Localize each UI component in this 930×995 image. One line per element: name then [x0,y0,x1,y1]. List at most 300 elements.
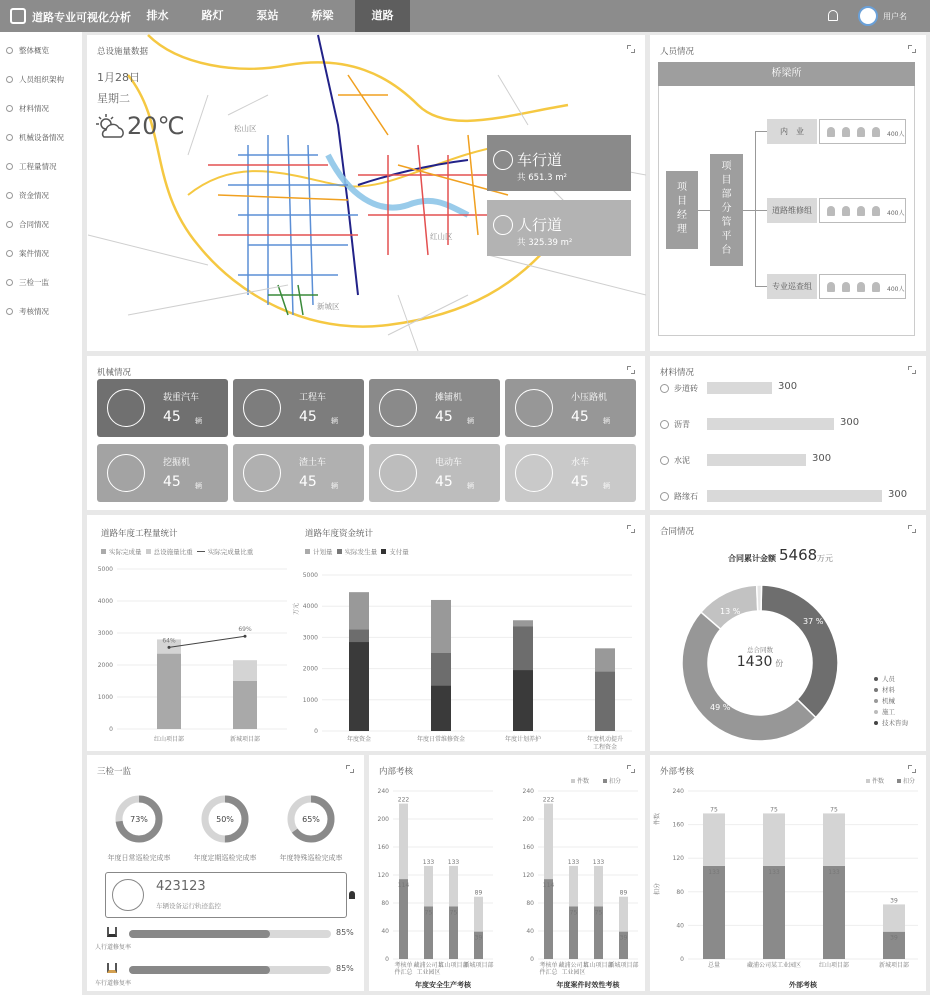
org-manager: 项目经理 [666,171,698,249]
legend-label: 扣分 [903,778,916,785]
person-icon [872,127,880,137]
people-count: 400人 [887,286,905,293]
vehicle-card[interactable] [369,444,500,502]
vehicle-name: 摊铺机 [435,393,463,403]
bar [513,670,533,731]
expand-icon[interactable] [627,366,635,374]
contract-count-value: 1430 [736,654,773,670]
nav-drainage[interactable]: 排水 [146,9,169,22]
nav-streetlight[interactable]: 路灯 [201,9,224,22]
person-icon [872,282,880,292]
expand-icon[interactable] [908,525,916,533]
sidebar-item-label: 考核情况 [19,306,49,316]
category-label: 藏浦公司某 [558,962,589,969]
tick-label: 120 [522,872,534,879]
check-circle-icon [243,389,281,427]
repair-progress-bar [129,930,331,938]
bar [544,879,553,959]
legend-dot [874,688,878,692]
funds-chart [292,555,642,751]
category-label: 红山项目部 [818,962,850,969]
person-icon [857,127,865,137]
data-label: 75 [710,806,718,814]
ring-gauge [114,794,164,844]
category-label: 年度资金 [346,736,372,743]
category-label: 件汇总 [394,969,413,976]
legend-label: 扣分 [609,778,622,785]
vehicle-card[interactable] [233,379,364,437]
category-label: 红山项目部 [153,736,185,743]
check-circle-icon [515,389,553,427]
contract-panel [650,515,926,751]
slice-label: 37 % [803,617,824,626]
material-item [660,381,698,395]
tick-label: 200 [377,816,389,823]
sidebar-item-assessment[interactable] [6,304,49,318]
dept-patrol: 专业巡查组 [767,274,817,299]
legend-label: 技术咨询 [882,719,908,727]
legend-label: 机械 [882,697,895,705]
main-nav [130,0,410,32]
check-circle-icon [379,389,417,427]
tick-label: 1000 [97,694,113,701]
legend-label: 实际发生量 [344,548,378,556]
people-count: 400人 [887,210,905,217]
tick-label: 2000 [302,665,318,673]
circle-icon [6,47,13,54]
map-label-songshan: 松山区 [234,124,257,133]
circle-icon [6,105,13,112]
tick-label: 3000 [97,630,113,637]
dept-repair: 道路维修组 [767,198,817,223]
bar [431,686,451,731]
vehicle-card[interactable] [505,379,636,437]
bar [157,654,181,729]
data-label: 133 [447,858,460,866]
person-icon [349,891,355,899]
ring-value: 50% [216,815,234,824]
sidebar-item-label: 机械设备情况 [19,132,64,142]
circle-icon [6,76,13,83]
circle-icon [6,134,13,141]
materials-title: 材料情况 [660,368,695,378]
category-label: 藏浦公司某 [413,962,444,969]
workload-chart [87,555,297,745]
data-label: 39 [890,934,898,942]
person-icon [872,206,880,216]
vehicle-card[interactable] [233,444,364,502]
tick-label: 4000 [97,598,113,605]
road-card-carriageway[interactable] [487,135,631,191]
vehicle-name: 工程车 [299,393,327,403]
check-circle-icon [515,454,553,492]
org-connector [698,210,710,211]
category-label: 考核单 [539,962,558,969]
vehicle-name: 渣土车 [299,458,327,468]
vehicle-count: 45 [163,474,181,490]
road-card-value: 共 325.39 m² [517,238,573,248]
username[interactable]: 用户名 [883,12,907,21]
nav-pump-station[interactable]: 泵站 [256,9,279,22]
sidebar-item-label: 整体概览 [19,45,49,55]
avatar[interactable] [858,6,878,26]
sidebar-item-machinery[interactable] [6,130,64,144]
sidebar-item-workload[interactable] [6,159,57,173]
check-circle-icon [660,420,669,429]
data-label: 75 [449,909,458,917]
app-logo-icon [10,8,26,24]
vehicle-count: 45 [299,409,317,425]
category-label: 红山项目部 [438,962,469,969]
pie-slice [757,585,762,611]
dept-internal: 内 业 [767,119,817,144]
contract-total-label: 合同累计金额 [728,554,776,563]
legend-dot [874,721,878,725]
legend-label: 材料 [882,686,895,694]
contract-total-unit: 万元 [817,554,833,563]
vehicle-name: 载重汽车 [163,393,200,403]
sidebar-item-contract[interactable] [6,217,49,231]
chart-title: 年度案件时效性考核 [556,981,620,989]
track-card[interactable] [105,872,347,918]
category-label: 年度机动提升 [586,736,624,743]
category-label: 红山项目部 [583,962,614,969]
sidebar-item-label: 材料情况 [19,103,49,113]
tick-label: 0 [314,728,318,735]
data-label: 64% [162,637,176,645]
material-bar [707,490,882,502]
tick-label: 5000 [302,572,318,579]
external-chart [650,769,926,991]
contract-title: 合同情况 [660,527,695,537]
ring-value: 65% [302,815,320,824]
data-label: 133 [768,868,780,876]
legend-label: 支付量 [389,548,409,556]
sidebar-item-label: 案件情况 [19,248,49,258]
data-label: 39 [890,897,898,905]
tick-label: 80 [381,900,389,907]
person-icon [842,206,850,216]
sidebar-item-label: 工程量情况 [19,161,57,171]
vehicle-count: 45 [571,409,589,425]
machinery-panel [87,356,645,510]
data-label: 133 [708,868,720,876]
tick-label: 80 [676,888,684,896]
vehicle-unit: 辆 [603,417,610,425]
vehicle-card[interactable] [97,444,228,502]
circle-icon [6,250,13,257]
vehicle-unit: 辆 [195,482,202,490]
org-connector [755,131,767,132]
sidebar-item-label: 人员组织架构 [19,74,64,84]
circle-icon [6,221,13,228]
data-label: 133 [567,858,580,866]
slice-label: 49 % [710,703,731,712]
material-name: 水泥 [674,455,690,465]
repair-progress-bar [129,966,331,974]
category-label: 藏浦公司某工业园区 [746,962,802,969]
legend-dot [874,699,878,703]
inspection-panel [87,755,364,991]
internal-charts [369,769,645,991]
vehicle-name: 挖掘机 [163,458,191,468]
org-connector [743,210,755,211]
map-label-hongshan: 红山区 [430,232,453,241]
ring-label: 年度特殊巡检完成率 [279,854,343,862]
data-label: 75 [594,909,603,917]
org-connector [755,286,767,287]
expand-icon[interactable] [627,525,635,533]
material-name: 沥青 [674,419,690,429]
vehicle-count: 45 [299,474,317,490]
people-row [819,198,906,223]
person-icon [842,127,850,137]
data-label: 89 [619,889,628,897]
bar [233,681,257,729]
expand-icon[interactable] [346,765,354,773]
person-icon [857,206,865,216]
material-value: 300 [778,381,798,392]
circle-icon [6,308,13,315]
vehicle-name: 水车 [571,458,590,468]
tick-label: 0 [385,956,389,963]
category-label: 年度计划养护 [504,736,542,743]
machinery-title: 机械情况 [97,368,132,378]
legend-swatch [571,779,575,783]
circle-icon [6,192,13,199]
category-label: 新城项目部 [878,962,910,969]
legend-item [874,706,908,717]
data-label: 75 [770,806,778,814]
data-label: 222 [542,796,555,804]
expand-icon[interactable] [908,366,916,374]
legend-label: 实际完成量比重 [207,548,254,556]
ring-gauge [200,794,250,844]
people-count: 400人 [887,131,905,138]
sidebar-item-funds[interactable] [6,188,49,202]
workload-title: 道路年度工程量统计 [101,529,178,539]
external-title: 外部考核 [660,767,695,777]
legend-label: 施工 [882,708,895,716]
tick-label: 120 [377,872,389,879]
tick-label: 40 [676,922,684,930]
slice-label: 13 % [720,607,741,616]
check-circle-icon [493,150,513,170]
sidebar [0,32,82,995]
data-label: 75 [424,909,433,917]
contract-count-label: 总合同数 [747,646,773,654]
tick-label: 240 [672,788,684,795]
category-label: 新城项目部 [608,962,639,969]
tick-label: 240 [377,788,389,795]
nav-bridge[interactable]: 桥梁 [311,9,334,22]
legend-item [874,684,908,695]
bell-icon[interactable] [828,10,838,21]
data-label: 39 [619,934,628,942]
vehicle-card[interactable] [505,444,636,502]
map-label-xincheng: 新城区 [317,302,340,311]
check-circle-icon [379,454,417,492]
data-label: 39 [474,934,483,942]
vehicle-unit: 辆 [603,482,610,490]
material-value: 300 [840,417,860,428]
sidebar-item-inspection[interactable] [6,275,49,289]
bar [703,813,725,866]
data-label: 222 [397,796,410,804]
bar [823,813,845,866]
tick-label: 160 [522,844,534,851]
progress-fill [129,966,270,974]
category-label: 工业园区 [416,969,441,976]
statistics-panel [87,515,645,751]
data-label: 75 [569,909,578,917]
expand-icon[interactable] [908,45,916,53]
people-row [819,274,906,299]
map-weekday: 星期二 [97,92,130,105]
data-label: 114 [397,882,410,890]
legend-label: 实际完成量 [109,548,142,556]
person-icon [827,127,835,137]
track-label: 车辆设备运行轨迹监控 [156,902,221,910]
sidebar-item-label: 合同情况 [19,219,49,229]
category-label: 新城项目部 [229,736,261,743]
road-icon [107,927,117,937]
legend-label: 人员 [882,675,895,683]
circle-icon [6,279,13,286]
data-label: 114 [542,882,555,890]
city-map[interactable] [87,35,647,351]
person-icon [827,206,835,216]
material-bar [707,382,772,394]
bar [349,642,369,731]
data-label: 69% [238,626,252,634]
data-label: 133 [592,858,605,866]
road-card-value: 共 651.3 m² [517,173,567,183]
vehicle-name: 小压路机 [571,393,608,403]
circle-icon [6,163,13,170]
road-card-sidewalk[interactable] [487,200,631,256]
vehicle-unit: 辆 [467,482,474,490]
expand-icon[interactable] [627,45,635,53]
contract-legend [874,673,908,728]
material-value: 300 [812,453,832,464]
map-panel [87,35,645,351]
sidebar-item-org[interactable] [6,72,64,86]
staff-title: 人员情况 [660,47,695,57]
vehicle-unit: 辆 [195,417,202,425]
vehicle-unit: 辆 [467,417,474,425]
ring-label: 年度日常巡检完成率 [107,854,171,862]
progress-fill [129,930,270,938]
inspection-title: 三检一监 [97,767,132,777]
tick-label: 160 [377,844,389,851]
vehicle-unit: 辆 [331,417,338,425]
legend-swatch [897,779,901,783]
check-circle-icon [493,215,513,235]
person-icon [857,282,865,292]
ring-value: 73% [130,815,148,824]
progress-value: 85% [336,964,354,973]
sidebar-item-label: 三检一监 [19,277,49,287]
vehicle-unit: 辆 [331,482,338,490]
category-label: 件汇总 [539,969,558,976]
bar [763,866,785,959]
vehicle-card[interactable] [97,379,228,437]
chart-title: 年度安全生产考核 [415,981,471,989]
ring-label: 年度定期巡检完成率 [193,854,257,862]
tick-label: 200 [522,816,534,823]
tick-label: 3000 [302,634,318,642]
category-label: 新城项目部 [463,962,494,969]
vehicle-card[interactable] [369,379,500,437]
check-circle-icon [660,492,669,501]
tick-label: 40 [381,928,389,935]
org-connector [755,210,767,211]
sidebar-item-cases[interactable] [6,246,49,260]
contract-count [680,654,840,670]
sidebar-item-label: 资金情况 [19,190,49,200]
tick-label: 0 [680,956,684,963]
funds-title: 道路年度资金统计 [305,529,374,539]
nav-road[interactable]: 道路 [355,0,410,32]
bar [763,813,785,866]
org-connector [755,131,756,286]
tick-label: 1000 [302,696,318,704]
map-title: 总设施量数据 [97,47,149,57]
category-label: 年度日常维修资金 [416,736,466,743]
legend-item [874,695,908,706]
line-point [244,635,247,638]
tick-label: 2000 [97,662,113,669]
app-title: 道路专业可视化分析 [32,11,131,24]
data-label: 75 [830,806,838,814]
sidebar-item-materials[interactable] [6,101,49,115]
sidebar-item-overview[interactable] [6,43,49,57]
legend-label: 计划量 [313,548,333,556]
data-label: 89 [474,889,483,897]
progress-value: 85% [336,928,354,937]
legend-item [874,673,908,684]
material-value: 300 [888,489,908,500]
tick-label: 4000 [302,603,318,611]
material-item [660,417,690,431]
bar [703,866,725,959]
legend-dot [874,677,878,681]
tick-label: 240 [522,788,534,795]
tick-label: 80 [526,900,534,907]
tick-label: 120 [672,855,684,863]
chart-title: 外部考核 [789,981,817,989]
legend-swatch [866,779,870,783]
org-top: 桥梁所 [658,62,915,86]
y-axis-label: 件数 [654,812,661,825]
legend-item [874,717,908,728]
contract-total: 5468 [779,546,818,564]
tick-label: 5000 [97,566,113,573]
vehicle-count: 45 [163,409,181,425]
vehicle-count: 45 [435,409,453,425]
road-card-name: 车行道 [517,151,563,169]
tick-label: 40 [526,928,534,935]
person-icon [827,282,835,292]
material-name: 步道砖 [674,383,698,393]
map-date: 1月28日 [97,71,140,84]
org-platform: 项目部分管平台 [710,154,743,266]
check-circle-icon [112,879,144,911]
check-circle-icon [660,384,669,393]
category-label: 工业园区 [561,969,586,976]
legend-swatch [603,779,607,783]
